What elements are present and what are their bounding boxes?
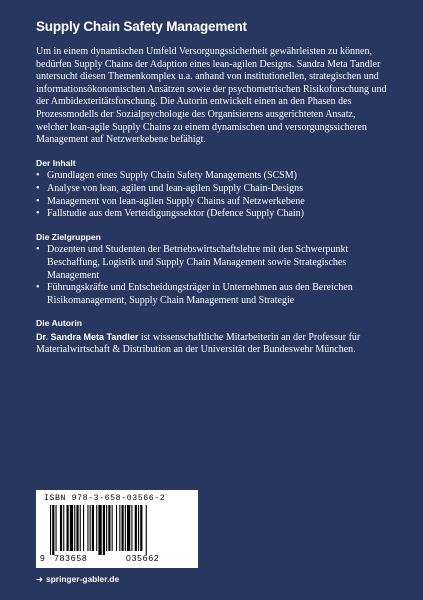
autorin-heading: Die Autorin <box>36 318 82 329</box>
cover-body <box>36 46 388 357</box>
inhalt-heading: Der Inhalt <box>36 157 76 168</box>
barcode-bar <box>125 505 126 551</box>
zielgruppen-list <box>36 244 388 307</box>
publisher-url[interactable] <box>36 574 119 584</box>
list-item: • Führungskräfte und Entscheidungsträger in Unternehmen aus den Bereichen Risikomanagement, Supply Chain Management und Strategie <box>36 282 388 307</box>
barcode-first-digit: 9 <box>40 553 46 563</box>
barcode-bar <box>90 505 91 551</box>
barcode-bar <box>74 505 75 551</box>
barcode-group-left: 783658 <box>54 553 88 563</box>
barcode-bar <box>127 505 130 551</box>
barcode-bar <box>70 505 73 551</box>
barcode-bar <box>80 505 81 551</box>
list-item: • Management von lean-agilen Supply Chains auf Netzwerkebene <box>36 196 388 209</box>
barcode-bar <box>146 505 147 555</box>
list-item: • Analyse von lean, agilen und lean-agilen Supply Chain-Designs <box>36 183 388 196</box>
arrow-icon: ➜ <box>36 574 44 584</box>
zielgruppen-heading: Die Zielgruppen <box>36 231 101 242</box>
barcode-bar <box>106 505 107 551</box>
barcode-bar <box>112 505 113 551</box>
barcode-bar <box>63 505 64 551</box>
barcode-bar <box>140 505 142 551</box>
barcode-bars <box>42 505 192 555</box>
inhalt-list <box>36 170 388 220</box>
list-item: • Grundlagen eines Supply Chain Safety Managements (SCSM) <box>36 170 388 183</box>
author-name: Dr. Sandra Meta Tandler <box>36 331 139 342</box>
barcode-group-right: 035662 <box>126 553 160 563</box>
barcode-bar <box>92 505 94 551</box>
barcode-bar <box>67 505 69 551</box>
barcode-bar <box>131 505 132 551</box>
barcode-bar <box>135 505 137 551</box>
barcode-bar <box>138 505 139 551</box>
barcode-bar <box>103 505 105 555</box>
barcode-bar <box>83 505 84 551</box>
isbn-barcode <box>36 490 198 568</box>
url-text: springer-gabler.de <box>46 574 120 584</box>
barcode-bar <box>76 505 78 551</box>
barcode-bar <box>122 505 124 551</box>
list-item: • Dozenten und Studenten der Betriebswirtschaftslehre mit den Schwerpunkt Beschaffung, Logistik und Supply Chain Management sowie Strategisches Management <box>36 244 388 282</box>
intro-paragraph: Um in einem dynamischen Umfeld Versorgungssicherheit gewährleisten zu können, bedürfen Supply Chains der Adaption eines lean-agilen Designs. Sandra Meta Tandler untersucht diesen Themenkomplex u.a. anhand von institutionellen, strategischen und informationsökonomischen Ansätzen sowie der psychometrischen Risikoforschung und der Ambidexteritätsforschung. Die Autorin entwickelt einen an den Phasen des Prozessmodells der Sozialpsychologie des Organisierens ausgerichteten Ansatz, welcher lean-agile Supply Chains zu einem dynamischen und versorgungssicheren Management auf Netzwerkebene befähigt. <box>36 46 387 146</box>
autorin-paragraph <box>36 331 388 357</box>
barcode-bar <box>56 505 57 551</box>
barcode-bar <box>52 505 54 555</box>
list-item: • Fallstudie aus dem Verteidigungssektor (Defence Supply Chain) <box>36 208 388 221</box>
author-description: ist wissenschaftliche Mitarbeiterin an der Professur für Materialwirtschaft & Distribution an der Universität der Bundeswehr München. <box>36 331 361 356</box>
barcode-bar <box>60 505 62 551</box>
barcode-bar <box>98 505 101 555</box>
barcode-bar <box>96 505 97 551</box>
book-title: Supply Chain Safety Management <box>36 19 247 34</box>
barcode-bar <box>119 505 120 551</box>
isbn-number: ISBN 978-3-658-03566-2 <box>44 494 166 503</box>
barcode-bar <box>50 505 51 555</box>
barcode-bar <box>87 505 88 551</box>
barcode-bar <box>116 505 117 551</box>
barcode-bar <box>108 505 110 551</box>
